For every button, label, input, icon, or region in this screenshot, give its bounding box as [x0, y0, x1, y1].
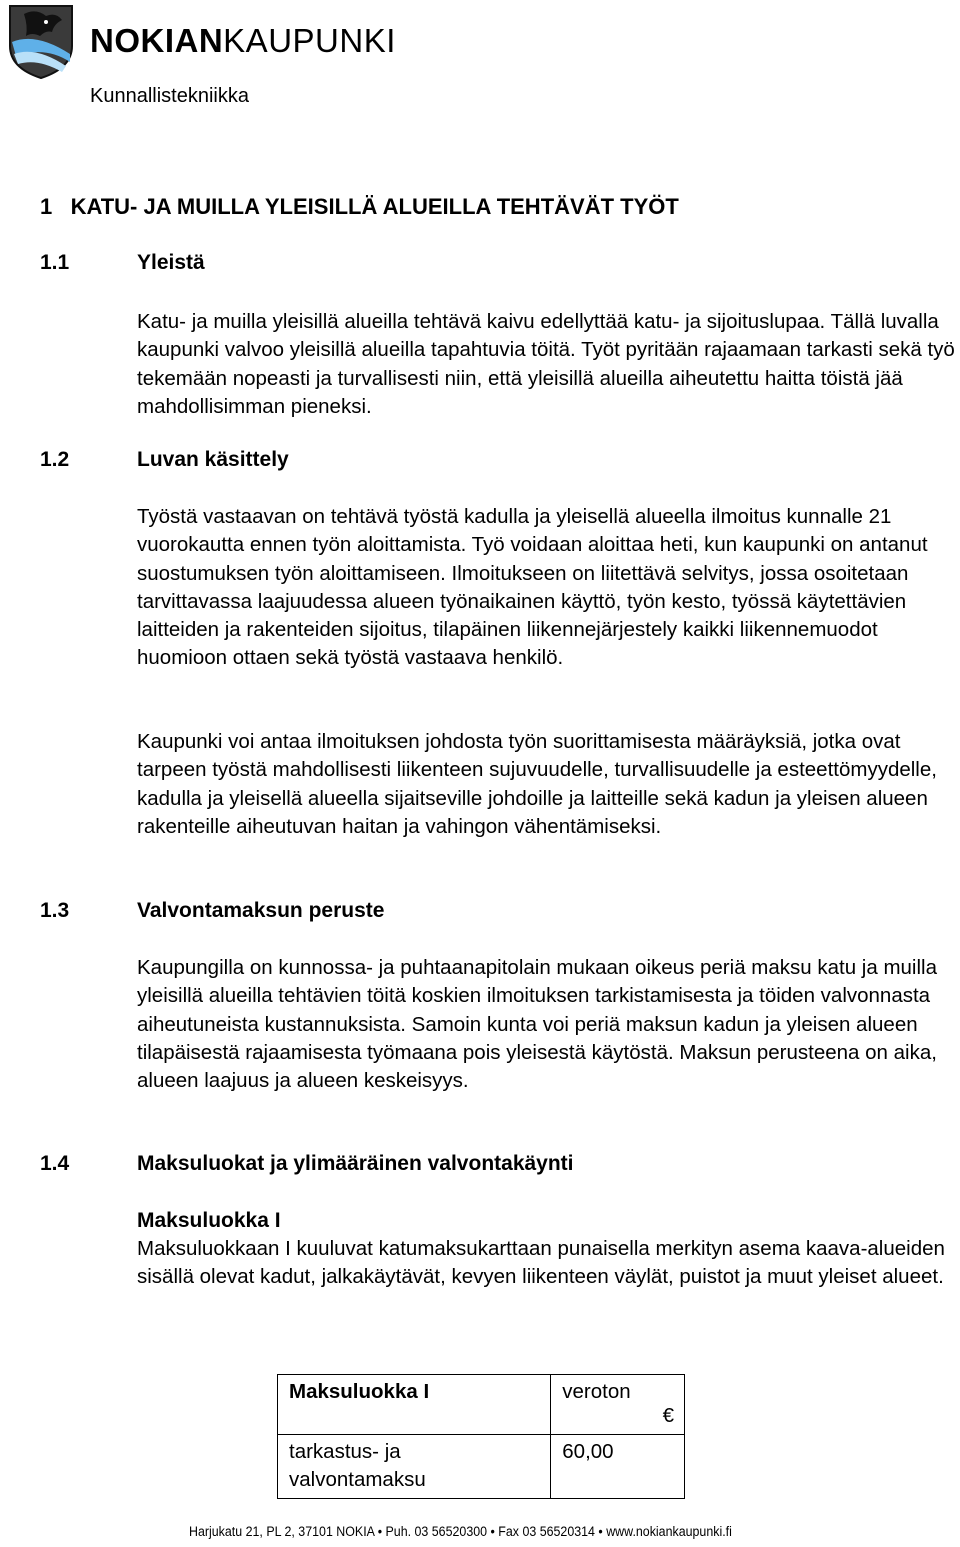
heading-number: 1.3	[40, 899, 70, 922]
paragraph-text: Maksuluokkaan I kuuluvat katumaksukarttaan punaisella merkityn asema kaava-alueiden sisällä olevat kadut, jalkakäytävät, kevyen liikenteen väylät, puistot ja muut yleiset alueet.	[137, 1237, 945, 1289]
heading-number: 1.4	[40, 1152, 70, 1175]
heading-text: Valvontamaksun peruste	[137, 899, 385, 922]
table-cell	[551, 1435, 685, 1499]
heading-maksuluokat	[40, 1150, 574, 1178]
paragraph-maksuluokka-i	[137, 1235, 959, 1292]
heading-number: 1.1	[40, 251, 70, 274]
table-cell	[278, 1435, 551, 1499]
fee-amount: 60,00	[562, 1440, 614, 1463]
logo-text-bold: NOKIAN	[90, 22, 224, 59]
subheading-maksuluokka-i: Maksuluokka I	[137, 1209, 281, 1232]
heading-text: Yleistä	[137, 251, 205, 274]
heading-luvan-kasittely	[40, 446, 289, 474]
table-row	[278, 1435, 685, 1499]
fee-table	[277, 1374, 685, 1499]
paragraph-luvan-kasittely-2	[137, 728, 959, 841]
city-name-logo-text	[90, 22, 396, 60]
heading-text: Luvan käsittely	[137, 448, 289, 471]
table-header-label: veroton	[562, 1380, 631, 1403]
city-coat-of-arms-logo	[6, 2, 76, 80]
department-label: Kunnallistekniikka	[90, 85, 249, 107]
section-title: 1 KATU- JA MUILLA YLEISILLÄ ALUEILLA TEHTÄVÄT TYÖT	[40, 194, 679, 219]
paragraph-valvontamaksun-peruste	[137, 954, 959, 1095]
paragraph-text: Kaupunki voi antaa ilmoituksen johdosta työn suorittamisesta määräyksiä, jotka ovat tarpeen työstä mahdollisesti liikenteen sujuvuudelle, turvallisuudelle ja esteettömyydelle, kadulla ja yleisellä alueella sijaitseville johdoille ja laitteille sekä kadun ja yleisen alueen rakenteille aiheutuvan haitan ja vahingon vähentämiseksi.	[137, 730, 937, 838]
paragraph-text: Katu- ja muilla yleisillä alueilla tehtävä kaivu edellyttää katu- ja sijoituslupaa. Tällä luvalla kaupunki valvoo yleisillä alueilla tapahtuvia töitä. Työt pyritään rajaamaan tarkasti sekä työ tekemään nopeasti ja turvallisesti niin, että yleisillä alueilla aiheutettu haitta töistä jää mahdollisimman pieneksi.	[137, 310, 955, 418]
heading-number: 1.2	[40, 448, 70, 471]
paragraph-yleista	[137, 308, 959, 421]
footer-contact-info: Harjukatu 21, PL 2, 37101 NOKIA • Puh. 03 56520300 • Fax 03 56520314 • www.nokiankaupunki.fi	[189, 1524, 732, 1539]
paragraph-text: Kaupungilla on kunnossa- ja puhtaanapitolain mukaan oikeus periä maksu katu ja muilla yleisillä alueilla tehtävien töitä koskien ilmoituksen tarkistamisesta ja töiden valvonnasta aiheutuneista kustannuksista. Samoin kunta voi periä maksun kadun ja yleisen alueen tilapäisestä rajaamisesta työmaana pois yleisestä käytöstä. Maksun perusteena on aika, alueen laajuus ja alueen keskeisyys.	[137, 956, 938, 1093]
table-cell	[551, 1375, 685, 1435]
currency-symbol: €	[662, 1404, 674, 1427]
table-cell	[278, 1375, 551, 1435]
heading-valvontamaksun-peruste	[40, 897, 384, 925]
logo-text-light: KAUPUNKI	[223, 22, 396, 59]
heading-text: Maksuluokat ja ylimääräinen valvontakäynti	[137, 1152, 574, 1175]
table-row	[278, 1375, 685, 1435]
table-header-label: Maksuluokka I	[289, 1380, 430, 1403]
paragraph-text: Työstä vastaavan on tehtävä työstä kadulla ja yleisellä alueella ilmoitus kunnalle 21 vuorokautta ennen työn aloittamista. Työ voidaan aloittaa heti, kun kaupunki on antanut suostumuksen työn aloittamiseen. Ilmoitukseen on liitettävä selvitys, jossa osoitetaan tarvittavassa laajuudessa alueen työnaikainen käyttö, työn kesto, työssä käytettävien laitteiden ja rakenteiden sijoitus, tilapäinen liikennejärjestely kaikki liikennemuodot huomioon ottaen sekä työstä vastaava henkilö.	[137, 505, 928, 670]
paragraph-luvan-kasittely-1	[137, 503, 959, 673]
fee-label: tarkastus- ja valvontamaksu	[289, 1440, 426, 1491]
heading-yleista	[40, 249, 205, 277]
